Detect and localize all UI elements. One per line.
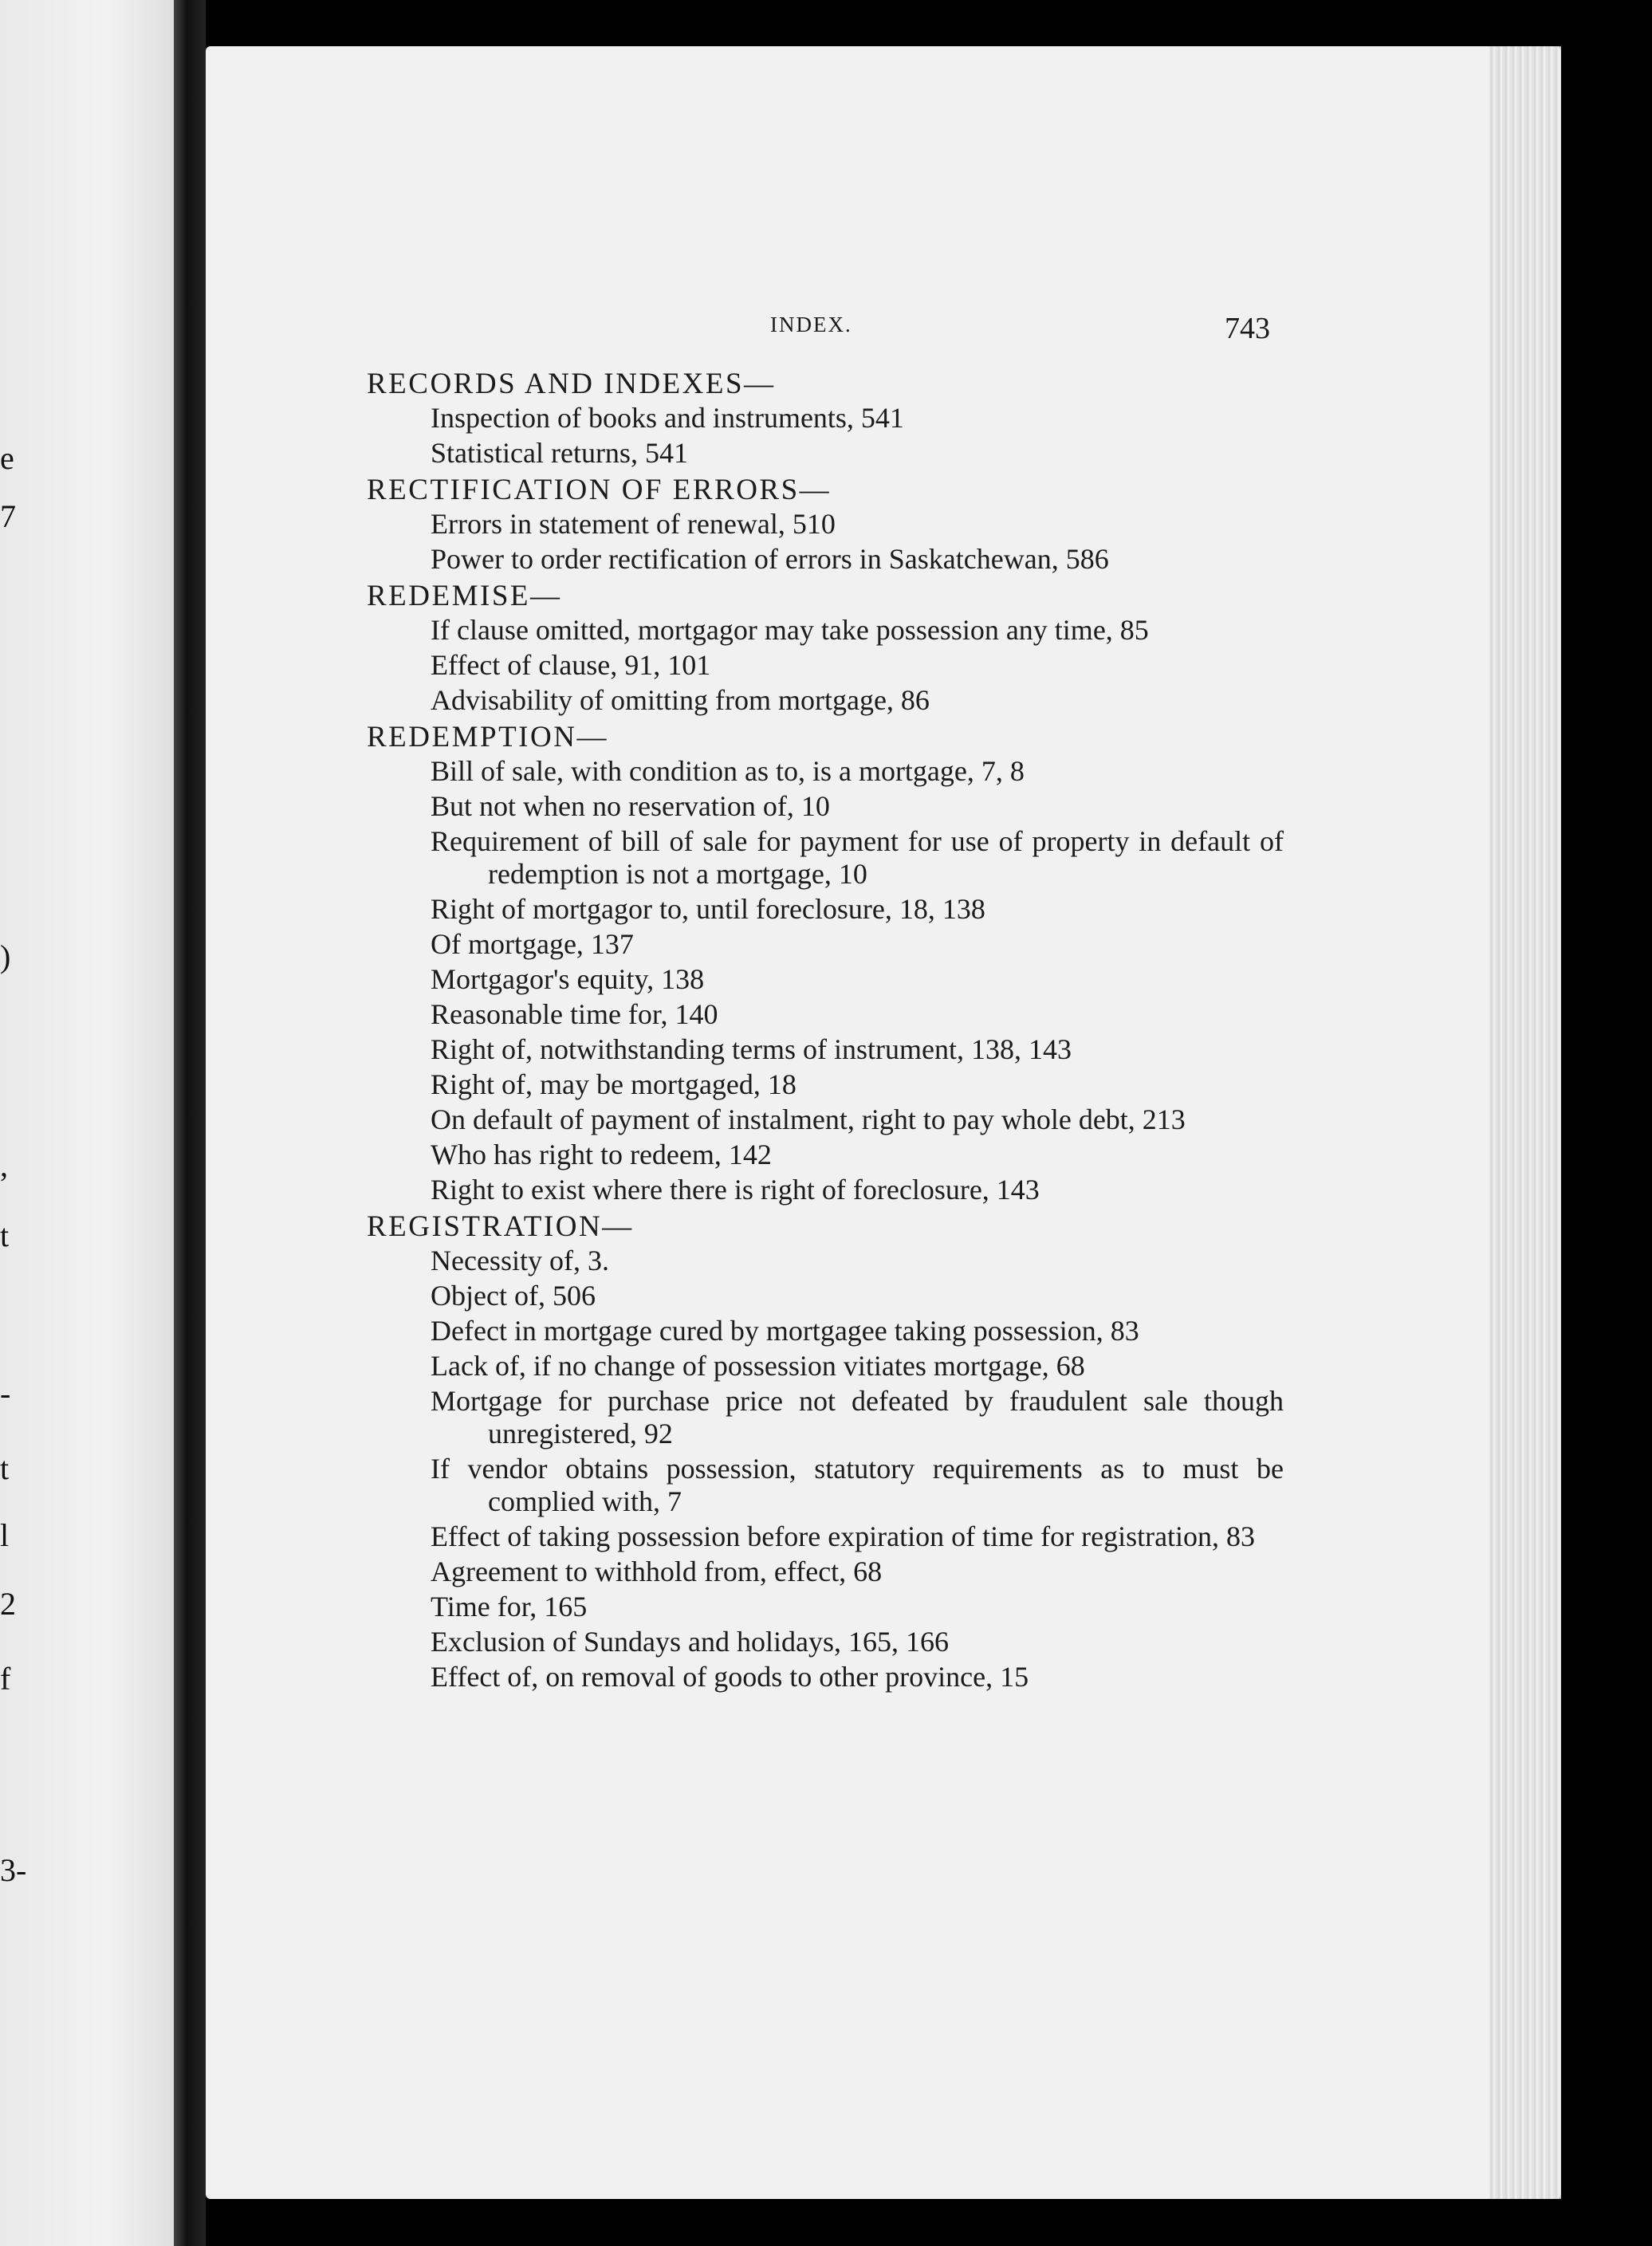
index-entry: Statistical returns, 541 (431, 437, 688, 469)
index-entry: Mortgagor's equity, 138 (431, 963, 705, 995)
margin-fragment: e (0, 440, 14, 476)
book-gutter (174, 0, 206, 2246)
index-entry: Defect in mortgage cured by mortgagee taking possession, 83 (431, 1315, 1139, 1347)
index-entry: Right to exist where there is right of foreclosure, 143 (431, 1174, 1040, 1206)
index-section-records (367, 368, 1284, 470)
facing-page-sliver (0, 0, 182, 2246)
index-entry: Necessity of, 3. (431, 1245, 609, 1276)
index-entry: Time for, 165 (431, 1591, 588, 1623)
index-section-redemption (367, 722, 1284, 1206)
index-section-registration (367, 1211, 1284, 1693)
running-header: INDEX. (770, 313, 852, 336)
page-number: 743 (1225, 312, 1270, 345)
index-entry: Mortgage for purchase price not defeated by fraudulent sale though unregistered, 92 (431, 1385, 1284, 1449)
index-entry: Right of mortgagor to, until foreclosure, 18, 138 (431, 893, 985, 925)
index-body (367, 368, 1284, 1698)
index-entry: Reasonable time for, 140 (431, 998, 718, 1030)
page-edge-shadow (1489, 46, 1561, 2199)
index-entry: If clause omitted, mortgagor may take possession any time, 85 (431, 614, 1149, 646)
index-entry: Effect of, on removal of goods to other province, 15 (431, 1661, 1029, 1693)
index-entry: Agreement to withhold from, effect, 68 (431, 1556, 883, 1587)
index-entry: Of mortgage, 137 (431, 928, 634, 960)
index-entry: Inspection of books and instruments, 541 (431, 402, 904, 434)
margin-fragment: 3- (0, 1852, 27, 1888)
index-section-redemise (367, 580, 1284, 717)
margin-fragment: t (0, 1217, 10, 1253)
index-entry: Effect of taking possession before expiration of time for registration, 83 (431, 1520, 1256, 1552)
section-heading: REGISTRATION— (367, 1210, 634, 1243)
index-entry: Power to order rectification of errors in Saskatchewan, 586 (431, 543, 1109, 575)
index-entry: But not when no reservation of, 10 (431, 790, 830, 822)
index-entry: Advisability of omitting from mortgage, 86 (431, 684, 930, 716)
index-entry: Right of, notwithstanding terms of instrument, 138, 143 (431, 1033, 1072, 1065)
margin-fragment: , (0, 1147, 8, 1183)
section-heading: REDEMISE— (367, 580, 562, 612)
index-entry: Object of, 506 (431, 1280, 596, 1312)
section-heading: REDEMPTION— (367, 721, 608, 753)
index-entry: Right of, may be mortgaged, 18 (431, 1068, 796, 1100)
index-entry: Errors in statement of renewal, 510 (431, 508, 836, 540)
index-entry: Lack of, if no change of possession vitiates mortgage, 68 (431, 1350, 1085, 1382)
margin-fragment: t (0, 1450, 10, 1486)
section-heading: RECTIFICATION OF ERRORS— (367, 474, 832, 506)
index-entry: Exclusion of Sundays and holidays, 165, 166 (431, 1626, 949, 1658)
index-entry: Bill of sale, with condition as to, is a mortgage, 7, 8 (431, 755, 1025, 787)
index-entry: Requirement of bill of sale for payment for use of property in default of redemption is not a mortgage, 10 (431, 825, 1284, 890)
index-entry: Who has right to redeem, 142 (431, 1139, 772, 1170)
margin-fragment: 7 (0, 498, 16, 534)
index-entry: On default of payment of instalment, right to pay whole debt, 213 (431, 1103, 1186, 1135)
margin-fragment: - (0, 1375, 11, 1411)
section-heading: RECORDS AND INDEXES— (367, 368, 776, 400)
index-section-rectification (367, 474, 1284, 576)
index-entry: Effect of clause, 91, 101 (431, 649, 711, 681)
index-entry: If vendor obtains possession, statutory requirements as to must be complied with, 7 (431, 1453, 1284, 1517)
margin-fragment: ) (0, 938, 11, 974)
margin-fragment: l (0, 1517, 10, 1553)
margin-fragment: 2 (0, 1586, 16, 1622)
margin-fragment: f (0, 1661, 11, 1697)
